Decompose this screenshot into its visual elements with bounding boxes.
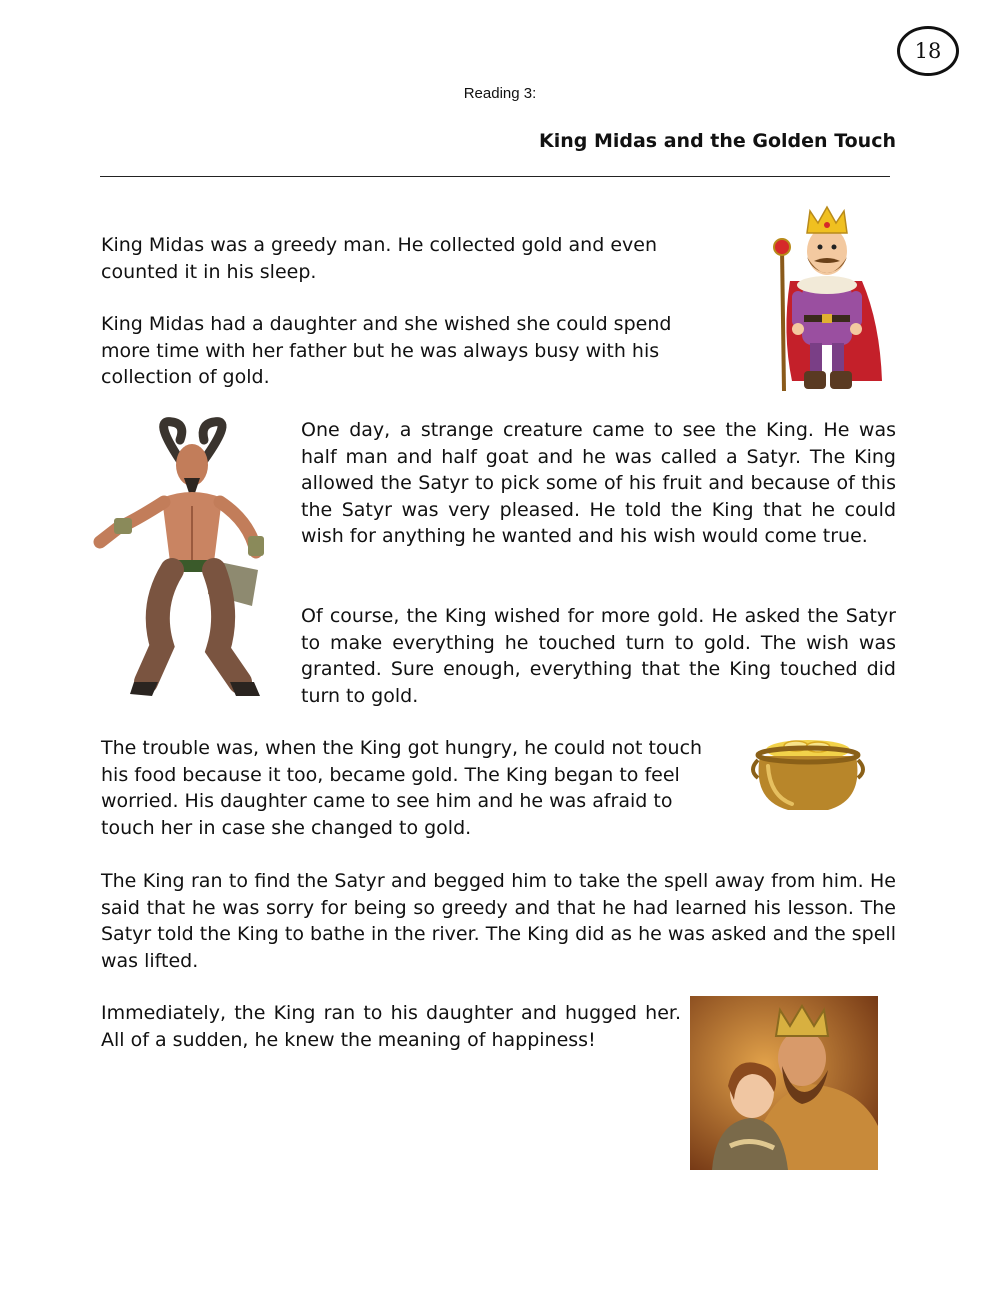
pot-of-gold-illustration xyxy=(744,730,872,815)
story-paragraph-6: The King ran to find the Satyr and begged him to take the spell away from him. He said that he was sorry for being so greedy and that he had learned his lesson. The Satyr told the King to bathe in the river. The King did as he was asked and the spell was lifted. xyxy=(101,870,896,972)
story-paragraph-5: The trouble was, when the King got hungry, he could not touch his food because it too, became gold. The King began to feel worried. His daughter came to see him and he was afraid to touch her in case she changed to gold. xyxy=(101,737,703,839)
page-number xyxy=(897,26,959,76)
reading-label: Reading 3: xyxy=(463,85,537,102)
story-paragraph-4: Of course, the King wished for more gold. He asked the Satyr to make everything he touched turn to gold. The wish was granted. Sure enough, everything that the King touched did turn to gold. xyxy=(301,605,896,707)
satyr-illustration xyxy=(80,410,280,705)
story-paragraph-7: Immediately, the King ran to his daughter and hugged her. All of a sudden, he knew the meaning of happiness! xyxy=(101,1002,681,1051)
page-title: King Midas and the Golden Touch xyxy=(538,130,896,152)
title-divider xyxy=(100,176,890,177)
story-paragraph-1: King Midas was a greedy man. He collected gold and even counted it in his sleep. xyxy=(101,234,657,283)
story-paragraph-3: One day, a strange creature came to see the King. He was half man and half goat and he was called a Satyr. The King allowed the Satyr to pick some of his fruit and because of this the Satyr was very pleased. He told the King that he could wish for anything he wanted and his wish would come true. xyxy=(301,419,896,547)
king-illustration xyxy=(762,203,887,395)
page-number-text: 18 xyxy=(914,39,942,63)
king-hugging-daughter-painting xyxy=(690,996,878,1170)
story-paragraph-2: King Midas had a daughter and she wished she could spend more time with her father but he was always busy with his collection of gold. xyxy=(101,313,672,388)
